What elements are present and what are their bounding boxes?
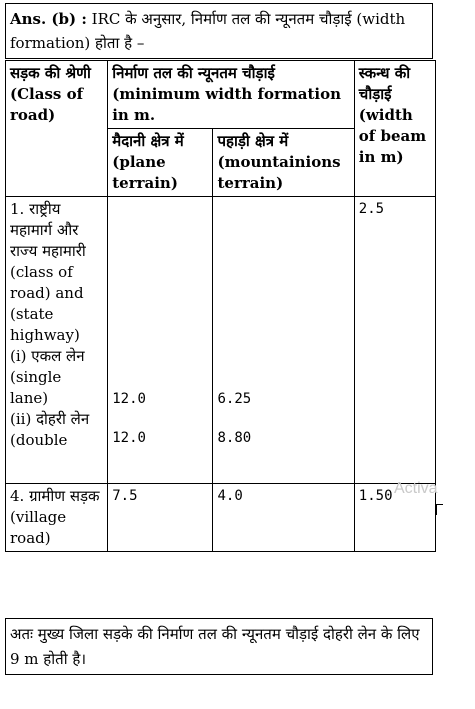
header-shoulder-width: स्कन्ध की चौड़ाई (width of beam in m) [354,61,435,197]
conclusion-text: अतः मुख्य जिला सड़के की निर्माण तल की न्यूनतम चौड़ाई दोहरी लेन के लिए 9 m होती है। [10,625,420,668]
header-plain-terrain: मैदानी क्षेत्र में (plane terrain) [108,129,213,197]
header-road-class: सड़क की श्रेणी (Class of road) [6,61,108,197]
mountain-value-cell: 4.0 [213,484,354,552]
answer-box [5,3,433,59]
header-mountain-terrain: पहाड़ी क्षेत्र में (mountainions terrain) [213,129,354,197]
mountain-values-cell [213,197,354,484]
table-header-row [6,61,436,129]
answer-text: IRC के अनुसार, निर्माण तल की न्यूनतम चौड़ाई (width formation) होता है – [10,10,406,52]
table-row [6,484,436,552]
conclusion-box [5,618,433,675]
table-row [6,197,436,484]
table-edge-mark [436,504,443,515]
formation-width-table [5,60,436,552]
plain-double-value: 12.0 [112,430,146,446]
road-class-cell: 4. ग्रामीण सड़क (village road) [6,484,108,552]
single-lane-label: (i) एकल लेन (single lane) [10,347,85,407]
answer-prefix: Ans. (b) : [10,10,87,28]
double-lane-label: (ii) दोहरी लेन (double [10,410,90,449]
plain-value-cell: 7.5 [108,484,213,552]
shoulder-value-cell: 1.50 [354,484,435,552]
road-class-label: 1. राष्ट्रीय महामार्ग और राज्य महामारी (class of road) and (state highway) [10,200,86,344]
mountain-single-value: 6.25 [217,391,252,407]
plain-single-value: 12.0 [112,391,146,407]
activation-watermark: Activa [394,480,438,497]
mountain-double-value: 8.80 [217,430,252,446]
plain-values-cell [108,197,213,484]
shoulder-value-cell: 2.5 [354,197,435,484]
road-class-cell [6,197,108,484]
header-formation-width: निर्माण तल की न्यूनतम चौड़ाई (minimum width formation in m. [108,61,355,129]
